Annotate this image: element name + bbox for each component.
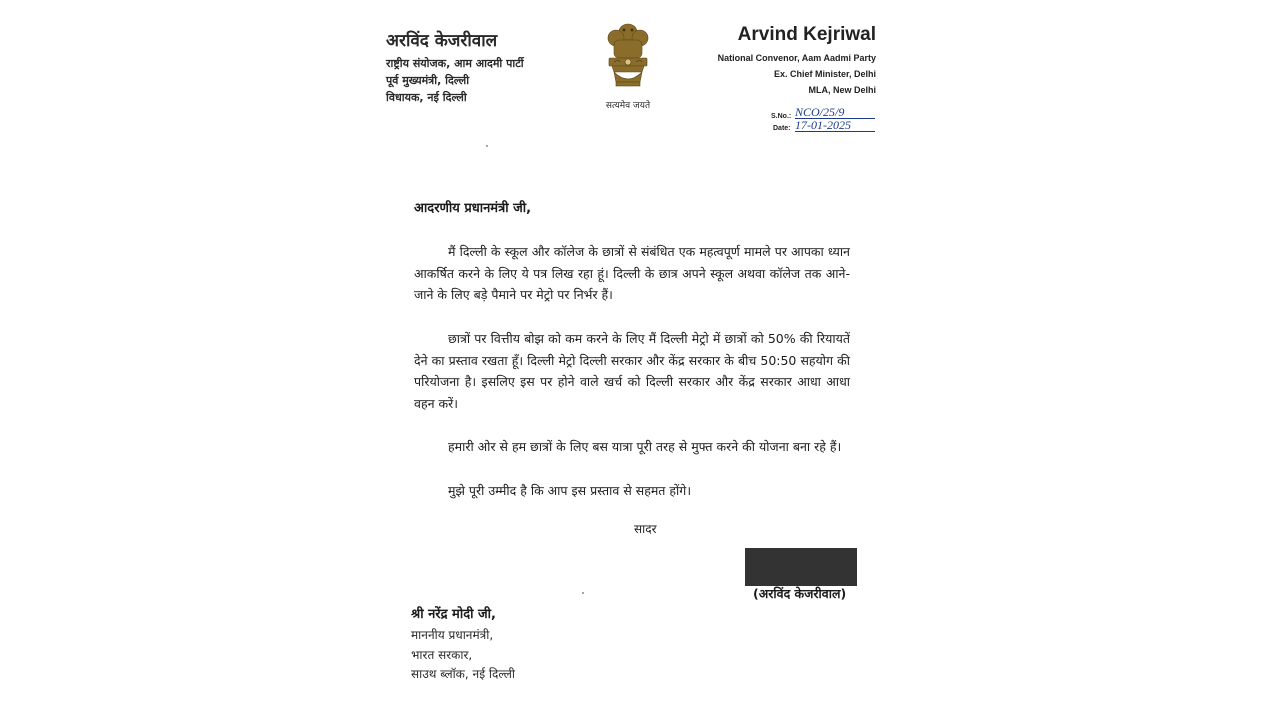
letterhead-english-line: MLA, New Delhi — [808, 85, 876, 95]
letterhead-english-name: Arvind Kejriwal — [737, 24, 876, 45]
redacted-signature — [745, 548, 857, 586]
letter-paragraph: मैं दिल्ली के स्कूल और कॉलेज के छात्रों से संबंधित एक महत्वपूर्ण मामले पर आपका ध्यान आकर्षित करने के लिए ये पत्र लिख रहा हूं। दिल्ली के छात्र अपने स्कूल अथवा कॉलेज तक आने-जाने के लिए बड़े पैमाने पर मेट्रो पर निर्भर हैं। — [414, 244, 850, 302]
serial-number-value: NCO/25/9 — [795, 106, 875, 119]
serial-number-label: S.No.: — [771, 113, 792, 120]
letterhead-hindi-line: विधायक, नई दिल्ली — [386, 91, 467, 104]
letter-paragraph: हमारी ओर से हम छात्रों के लिए बस यात्रा पूरी तरह से मुफ्त करने की योजना बना रहे हैं। — [448, 439, 842, 454]
scan-speck — [582, 592, 584, 594]
letterhead-hindi-line: पूर्व मुख्यमंत्री, दिल्ली — [386, 74, 470, 87]
recipient-address-line: भारत सरकार, — [411, 648, 473, 662]
signatory-name: (अरविंद केजरीवाल) — [753, 586, 847, 601]
recipient-address-line: माननीय प्रधानमंत्री, — [411, 628, 494, 642]
scan-speck — [486, 145, 488, 147]
letter-closing: सादर — [634, 522, 657, 536]
letterhead-hindi-line: राष्ट्रीय संयोजक, आम आदमी पार्टी — [386, 57, 524, 70]
date-value: 17-01-2025 — [795, 119, 875, 132]
letter-paragraph: मुझे पूरी उम्मीद है कि आप इस प्रस्ताव से सहमत होंगे। — [448, 483, 692, 498]
date-label: Date: — [773, 125, 791, 132]
letter-paragraph: छात्रों पर वित्तीय बोझ को कम करने के लिए मैं दिल्ली मेट्रो में छात्रों को 50% की रियायतें देने का प्रस्ताव रखता हूँ। दिल्ली मेट्रो दिल्ली सरकार और केंद्र सरकार के बीच 50:50 सहयोग की परियोजना है। इसलिए इस पर होने वाले खर्च को दिल्ली सरकार और केंद्र सरकार आधा आधा वहन करें। — [414, 331, 850, 411]
national-emblem-icon — [600, 22, 656, 90]
letterhead-english-line: Ex. Chief Minister, Delhi — [773, 69, 876, 79]
letter-salutation: आदरणीय प्रधानमंत्री जी, — [414, 201, 532, 216]
emblem-motto: सत्यमेव जयते — [605, 101, 651, 111]
recipient-address-line: साउथ ब्लॉक, नई दिल्ली — [411, 667, 516, 681]
recipient-name: श्री नरेंद्र मोदी जी, — [411, 607, 496, 622]
letterhead-hindi-name: अरविंद केजरीवाल — [386, 31, 498, 51]
letterhead-english-line: National Convenor, Aam Aadmi Party — [717, 53, 876, 63]
